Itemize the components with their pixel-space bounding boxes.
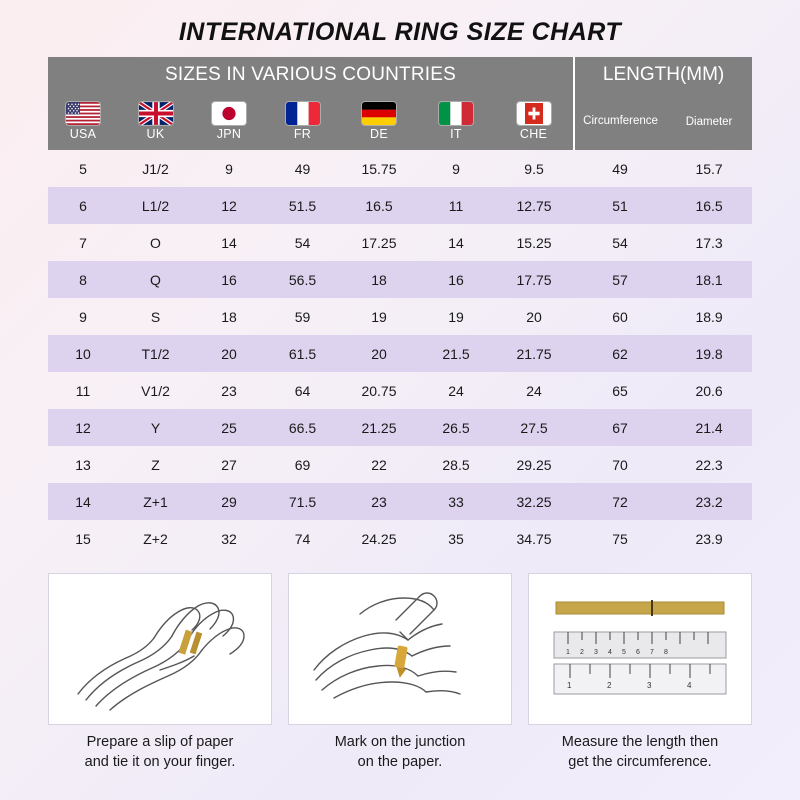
cell-it: 14 (448, 234, 464, 251)
cell-circumference: 51 (574, 187, 666, 224)
svg-text:4: 4 (608, 649, 612, 656)
cell-de: 21.25 (340, 409, 418, 446)
cell-jpn: 9 (225, 160, 233, 177)
cell-it: 21.5 (418, 335, 494, 372)
step-card-3 (528, 573, 752, 772)
svg-text:3: 3 (647, 681, 652, 690)
flag-uk-icon (139, 102, 173, 125)
cell-uk: O (150, 234, 161, 251)
flag-japan-icon (212, 102, 246, 125)
cell-jpn: 25 (193, 409, 265, 446)
cell-de: 20 (340, 335, 418, 372)
cell-it: 28.5 (442, 456, 470, 473)
step-card-2 (288, 573, 512, 772)
cell-che: 20 (526, 308, 542, 325)
step-caption-3: Measure the length then get the circumference. (561, 734, 719, 770)
cell-usa: 15 (75, 530, 91, 547)
cell-usa: 13 (75, 456, 91, 473)
cell-usa: 14 (48, 483, 118, 520)
table-row (48, 372, 752, 409)
header-country-it (418, 92, 494, 150)
table-row (48, 446, 752, 483)
svg-text:1: 1 (567, 681, 572, 690)
cell-diameter: 20.6 (695, 382, 723, 399)
country-code-usa: USA (69, 126, 97, 141)
cell-jpn: 16 (193, 261, 265, 298)
cell-circumference: 65 (612, 382, 628, 399)
cell-usa: 8 (48, 261, 118, 298)
country-code-uk: UK (146, 126, 165, 141)
cell-che: 9.5 (524, 160, 544, 177)
header-group-length: LENGTH(MM) (574, 57, 752, 92)
cell-jpn: 20 (193, 335, 265, 372)
hand-pen-mark-icon (300, 574, 500, 724)
cell-jpn: 23 (221, 382, 237, 399)
cell-fr: 54 (294, 234, 311, 251)
cell-diameter: 19.8 (666, 335, 752, 372)
cell-diameter: 15.7 (695, 160, 723, 177)
step-card-1 (48, 573, 272, 772)
svg-text:8: 8 (664, 649, 668, 656)
header-diameter: Diameter (666, 92, 752, 150)
cell-che: 17.75 (494, 261, 574, 298)
cell-circumference: 49 (612, 160, 628, 177)
cell-circumference: 70 (612, 456, 628, 473)
country-code-che: CHE (519, 126, 548, 141)
cell-it: 35 (448, 530, 464, 547)
country-code-it: IT (450, 126, 462, 141)
svg-text:6: 6 (636, 649, 640, 656)
country-code-fr: FR (293, 126, 312, 141)
cell-it: 16 (418, 261, 494, 298)
cell-uk: J1/2 (142, 160, 169, 177)
table-row (48, 224, 752, 261)
cell-circumference: 62 (574, 335, 666, 372)
cell-jpn: 32 (221, 530, 237, 547)
ruler-measure-icon (540, 574, 740, 724)
table-header-flags (48, 92, 752, 150)
cell-jpn: 27 (221, 456, 237, 473)
svg-text:7: 7 (650, 649, 654, 656)
cell-uk: L1/2 (118, 187, 193, 224)
cell-de: 22 (371, 456, 387, 473)
cell-it: 19 (448, 308, 464, 325)
table-row (48, 335, 752, 372)
cell-circumference: 75 (612, 530, 628, 547)
flag-switzerland-icon (517, 102, 551, 125)
cell-de: 16.5 (340, 187, 418, 224)
header-country-fr (265, 92, 340, 150)
flag-italy-icon (439, 102, 473, 125)
cell-de: 15.75 (361, 160, 397, 177)
table-row (48, 187, 752, 224)
cell-che: 21.75 (494, 335, 574, 372)
cell-de: 20.75 (361, 382, 397, 399)
table-row (48, 409, 752, 446)
cell-de: 19 (371, 308, 387, 325)
header-country-usa (48, 92, 118, 150)
cell-diameter: 23.9 (695, 530, 723, 547)
hand-pen-mark-illustration (288, 573, 512, 725)
hand-paper-strip-icon (60, 574, 260, 724)
cell-it: 33 (418, 483, 494, 520)
header-circumference: Circumference (574, 92, 666, 150)
measure-steps (48, 573, 752, 772)
cell-che: 24 (526, 382, 542, 399)
cell-diameter: 21.4 (666, 409, 752, 446)
cell-de: 17.25 (361, 234, 397, 251)
cell-fr: 66.5 (265, 409, 340, 446)
table-body (48, 150, 752, 557)
cell-it: 9 (452, 160, 460, 177)
cell-diameter: 18.1 (666, 261, 752, 298)
cell-fr: 64 (294, 382, 311, 399)
cell-che: 34.75 (516, 530, 552, 547)
svg-text:2: 2 (580, 649, 584, 656)
country-code-jpn: JPN (216, 126, 242, 141)
cell-usa: 12 (48, 409, 118, 446)
table-header-band (48, 57, 752, 92)
cell-uk: Q (118, 261, 193, 298)
cell-fr: 61.5 (265, 335, 340, 372)
ruler-measure-illustration (528, 573, 752, 725)
cell-it: 26.5 (418, 409, 494, 446)
svg-text:2: 2 (607, 681, 612, 690)
cell-fr: 49 (294, 160, 311, 177)
flag-france-icon (286, 102, 320, 125)
header-country-jpn (193, 92, 265, 150)
cell-usa: 11 (75, 382, 91, 399)
cell-diameter: 18.9 (695, 308, 723, 325)
cell-che: 12.75 (494, 187, 574, 224)
cell-fr: 51.5 (265, 187, 340, 224)
svg-text:4: 4 (687, 681, 692, 690)
cell-fr: 74 (294, 530, 311, 547)
cell-diameter: 17.3 (695, 234, 723, 251)
header-group-sizes: SIZES IN VARIOUS COUNTRIES (48, 57, 574, 92)
cell-fr: 56.5 (265, 261, 340, 298)
cell-che: 29.25 (516, 456, 552, 473)
cell-de: 18 (340, 261, 418, 298)
cell-usa: 10 (48, 335, 118, 372)
table-row (48, 520, 752, 557)
cell-uk: T1/2 (118, 335, 193, 372)
cell-uk: Y (118, 409, 193, 446)
svg-text:1: 1 (566, 649, 570, 656)
cell-uk: S (150, 308, 161, 325)
cell-fr: 69 (294, 456, 311, 473)
cell-jpn: 14 (221, 234, 237, 251)
cell-fr: 71.5 (265, 483, 340, 520)
step-caption-2: Mark on the junction on the paper. (334, 734, 466, 770)
cell-che: 15.25 (516, 234, 552, 251)
cell-che: 27.5 (494, 409, 574, 446)
page-title: INTERNATIONAL RING SIZE CHART (178, 18, 622, 46)
cell-jpn: 29 (193, 483, 265, 520)
header-country-che (494, 92, 574, 150)
flag-germany-icon (362, 102, 396, 125)
cell-uk: Z (151, 456, 160, 473)
header-country-de (340, 92, 418, 150)
cell-circumference: 54 (612, 234, 628, 251)
cell-usa: 7 (79, 234, 87, 251)
svg-text:3: 3 (594, 649, 598, 656)
table-row (48, 261, 752, 298)
cell-che: 32.25 (494, 483, 574, 520)
cell-fr: 59 (294, 308, 311, 325)
header-country-uk (118, 92, 193, 150)
table-row (48, 483, 752, 520)
cell-diameter: 22.3 (695, 456, 723, 473)
flag-usa-icon (66, 102, 100, 125)
table-row (48, 150, 752, 187)
cell-de: 24.25 (361, 530, 397, 547)
cell-de: 23 (340, 483, 418, 520)
step-caption-1: Prepare a slip of paper and tie it on your finger. (84, 734, 236, 770)
cell-usa: 9 (79, 308, 87, 325)
cell-circumference: 72 (574, 483, 666, 520)
country-code-de: DE (370, 126, 388, 141)
ring-size-table (48, 57, 752, 557)
cell-it: 11 (418, 187, 494, 224)
cell-diameter: 16.5 (666, 187, 752, 224)
cell-circumference: 57 (574, 261, 666, 298)
cell-circumference: 67 (574, 409, 666, 446)
cell-diameter: 23.2 (666, 483, 752, 520)
cell-jpn: 12 (193, 187, 265, 224)
svg-text:5: 5 (622, 649, 626, 656)
cell-usa: 6 (48, 187, 118, 224)
cell-jpn: 18 (221, 308, 237, 325)
cell-circumference: 60 (612, 308, 628, 325)
cell-uk: Z+1 (118, 483, 193, 520)
hand-paper-strip-illustration (48, 573, 272, 725)
cell-uk: V1/2 (141, 382, 170, 399)
table-row (48, 298, 752, 335)
cell-usa: 5 (79, 160, 87, 177)
cell-uk: Z+2 (143, 530, 168, 547)
cell-it: 24 (448, 382, 464, 399)
